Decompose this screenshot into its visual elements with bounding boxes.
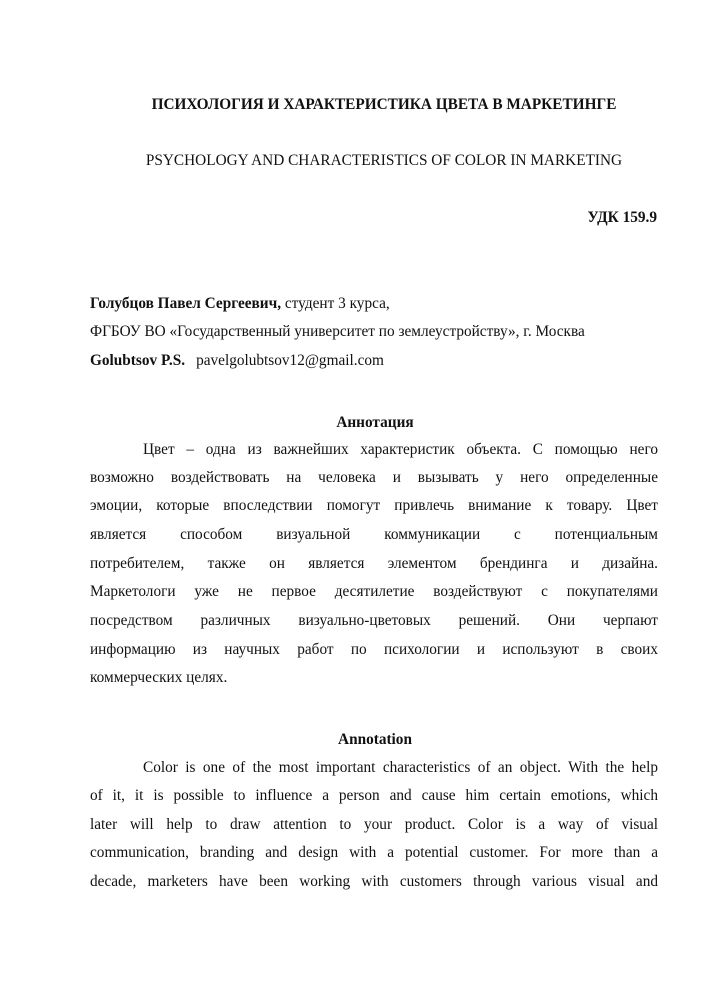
- author-affiliation: ФГБОУ ВО «Государственный университет по землеустройству», г. Москва: [90, 323, 585, 340]
- abstract-line: является способом визуальной коммуникации с потенциальным: [90, 526, 658, 543]
- author-name-en: Golubtsov P.S.: [90, 352, 186, 369]
- abstract-heading-en: Annotation: [338, 731, 412, 748]
- abstract-line: later will help to draw attention to your product. Color is a way of visual: [90, 816, 658, 833]
- abstract-line: коммерческих целях.: [90, 669, 228, 686]
- title-russian: ПСИХОЛОГИЯ И ХАРАКТЕРИСТИКА ЦВЕТА В МАРКЕТИНГЕ: [151, 96, 617, 113]
- abstract-line: информацию из научных работ по психологии и используют в своих: [90, 641, 658, 658]
- author-line-english: [90, 352, 384, 370]
- abstract-line: Цвет – одна из важнейших характеристик объекта. С помощью него: [143, 441, 658, 458]
- udk-code: УДК 159.9: [587, 209, 657, 226]
- author-name-ru: Голубцов Павел Сергеевич,: [90, 295, 282, 312]
- author-line: [90, 295, 390, 313]
- abstract-line: communication, branding and design with a potential customer. For more than a: [90, 844, 658, 861]
- abstract-line: of it, it is possible to influence a person and cause him certain emotions, which: [90, 787, 658, 804]
- title-english: PSYCHOLOGY AND CHARACTERISTICS OF COLOR IN MARKETING: [145, 152, 623, 169]
- abstract-line: Color is one of the most important characteristics of an object. With the help: [143, 759, 658, 776]
- abstract-line: возможно воздействовать на человека и вызывать у него определенные: [90, 469, 658, 486]
- author-email[interactable]: pavelgolubtsov12@gmail.com: [196, 352, 384, 369]
- abstract-line: Маркетологи уже не первое десятилетие воздействуют с покупателями: [90, 583, 658, 600]
- abstract-line: decade, marketers have been working with customers through various visual and: [90, 873, 658, 890]
- abstract-line: потребителем, также он является элементом брендинга и дизайна.: [90, 555, 658, 572]
- abstract-line: эмоции, которые впоследствии помогут привлечь внимание к товару. Цвет: [90, 497, 658, 514]
- abstract-heading-ru: Аннотация: [336, 414, 414, 431]
- abstract-line: посредством различных визуально-цветовых решений. Они черпают: [90, 612, 658, 629]
- author-position: студент 3 курса,: [281, 295, 390, 312]
